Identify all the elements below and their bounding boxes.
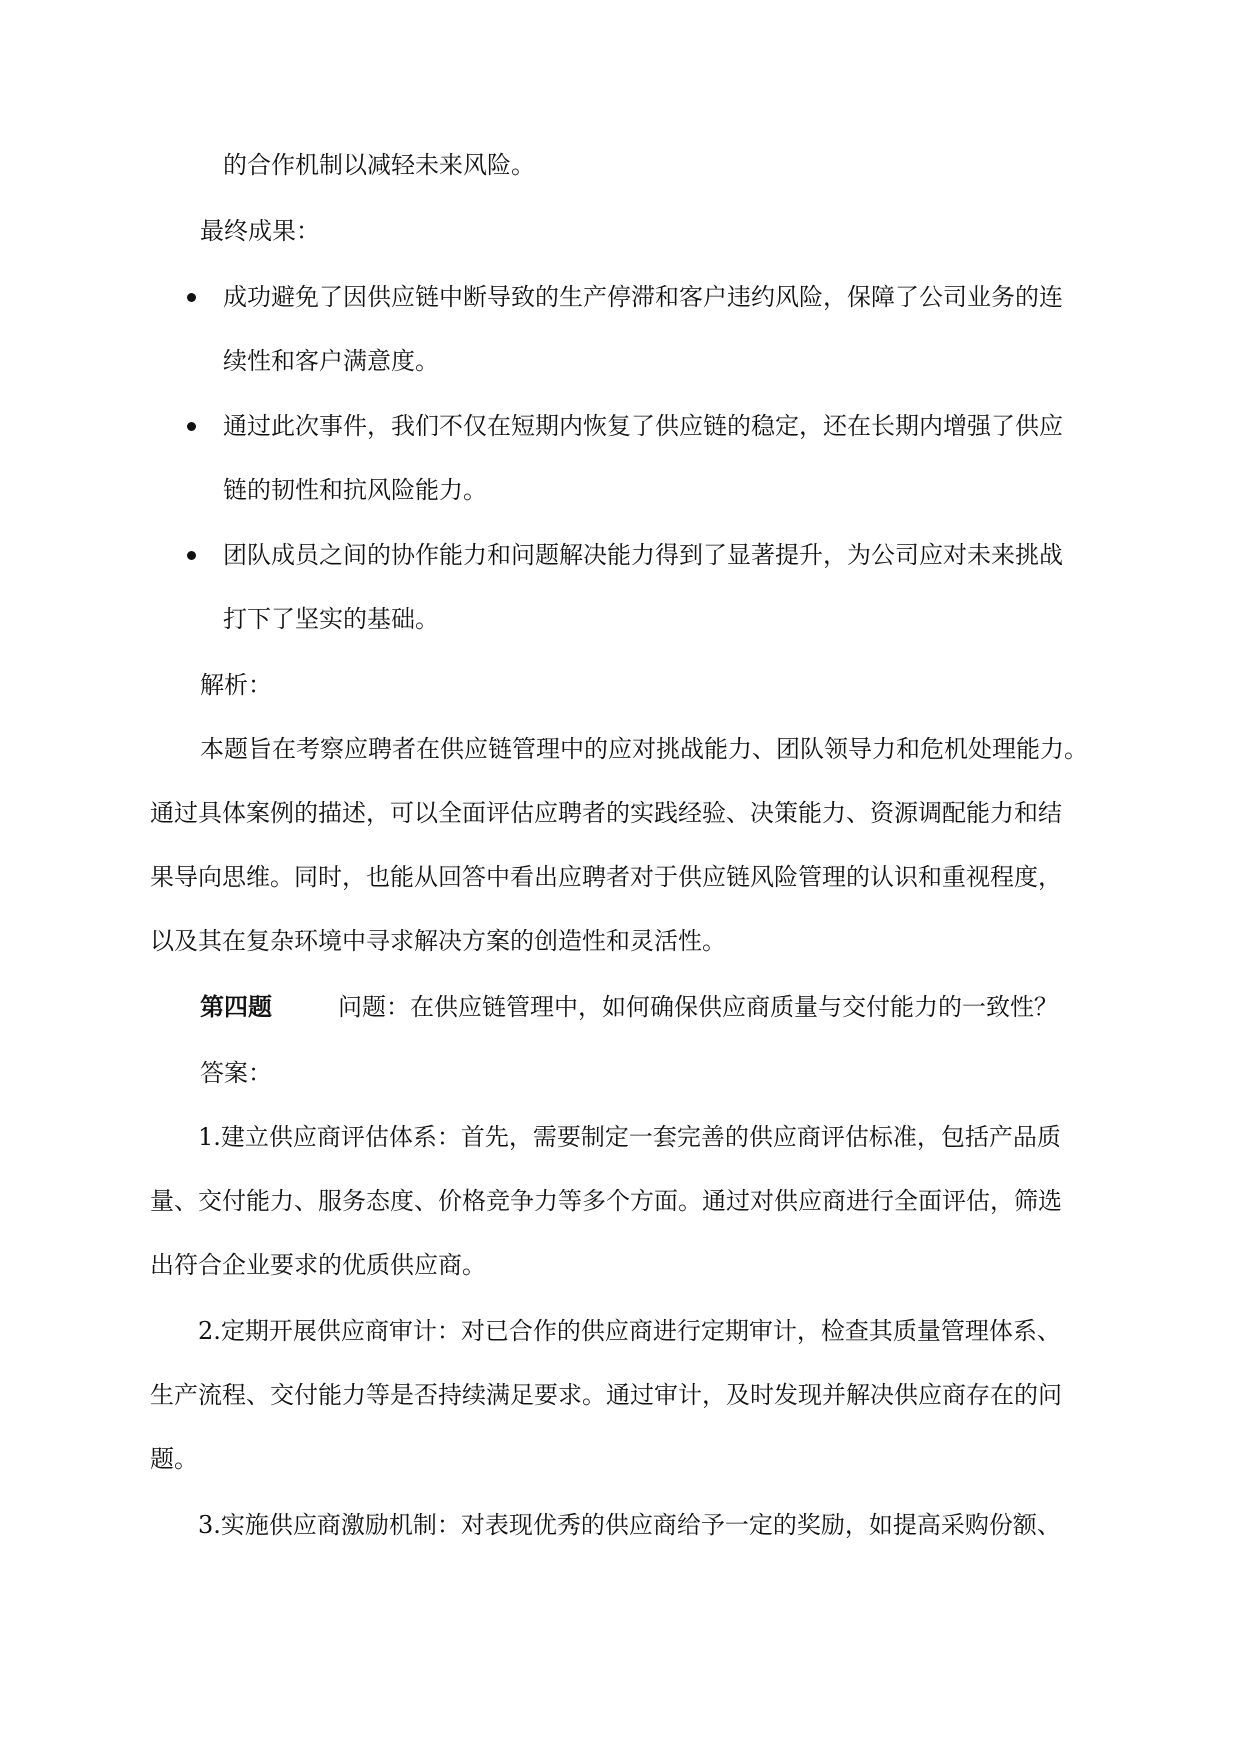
list-item-line: 成功避免了因供应链中断导致的生产停滞和客户违约风险，保障了公司业务的连	[223, 283, 1063, 311]
analysis-label: 解析：	[200, 671, 272, 699]
bullet-icon	[187, 551, 196, 560]
analysis-line: 通过具体案例的描述，可以全面评估应聘者的实践经验、决策能力、资源调配能力和结	[150, 799, 1062, 827]
question-text: 问题：在供应链管理中，如何确保供应商质量与交付能力的一致性？	[338, 993, 1058, 1021]
answer-line: 量、交付能力、服务态度、价格竞争力等多个方面。通过对供应商进行全面评估，筛选	[150, 1187, 1062, 1215]
answer-label: 答案：	[200, 1059, 272, 1087]
list-item-line: 续性和客户满意度。	[223, 347, 439, 375]
list-item-line: 通过此次事件，我们不仅在短期内恢复了供应链的稳定，还在长期内增强了供应	[223, 412, 1063, 440]
analysis-line: 以及其在复杂环境中寻求解决方案的创造性和灵活性。	[150, 927, 726, 955]
list-item-line: 打下了坚实的基础。	[223, 605, 439, 633]
answer-line: 生产流程、交付能力等是否持续满足要求。通过审计，及时发现并解决供应商存在的问	[150, 1381, 1062, 1409]
analysis-line: 本题旨在考察应聘者在供应链管理中的应对挑战能力、团队领导力和危机处理能力。	[200, 735, 1088, 763]
answer-line: 3.实施供应商激励机制：对表现优秀的供应商给予一定的奖励，如提高采购份额、	[198, 1511, 1061, 1539]
paragraph-continuation: 的合作机制以减轻未来风险。	[223, 151, 535, 179]
answer-line: 题。	[150, 1445, 198, 1473]
analysis-line: 果导向思维。同时，也能从回答中看出应聘者对于供应链风险管理的认识和重视程度，	[150, 863, 1062, 891]
final-results-label: 最终成果：	[200, 217, 320, 245]
answer-line: 出符合企业要求的优质供应商。	[150, 1251, 486, 1279]
answer-line: 1.建立供应商评估体系：首先，需要制定一套完善的供应商评估标准，包括产品质	[198, 1123, 1061, 1151]
list-item-line: 团队成员之间的协作能力和问题解决能力得到了显著提升，为公司应对未来挑战	[223, 541, 1063, 569]
answer-line: 2.定期开展供应商审计：对已合作的供应商进行定期审计，检查其质量管理体系、	[198, 1317, 1061, 1345]
question-title: 第四题	[200, 992, 272, 1021]
bullet-icon	[187, 293, 196, 302]
bullet-icon	[187, 422, 196, 431]
list-item-line: 链的韧性和抗风险能力。	[223, 476, 487, 504]
